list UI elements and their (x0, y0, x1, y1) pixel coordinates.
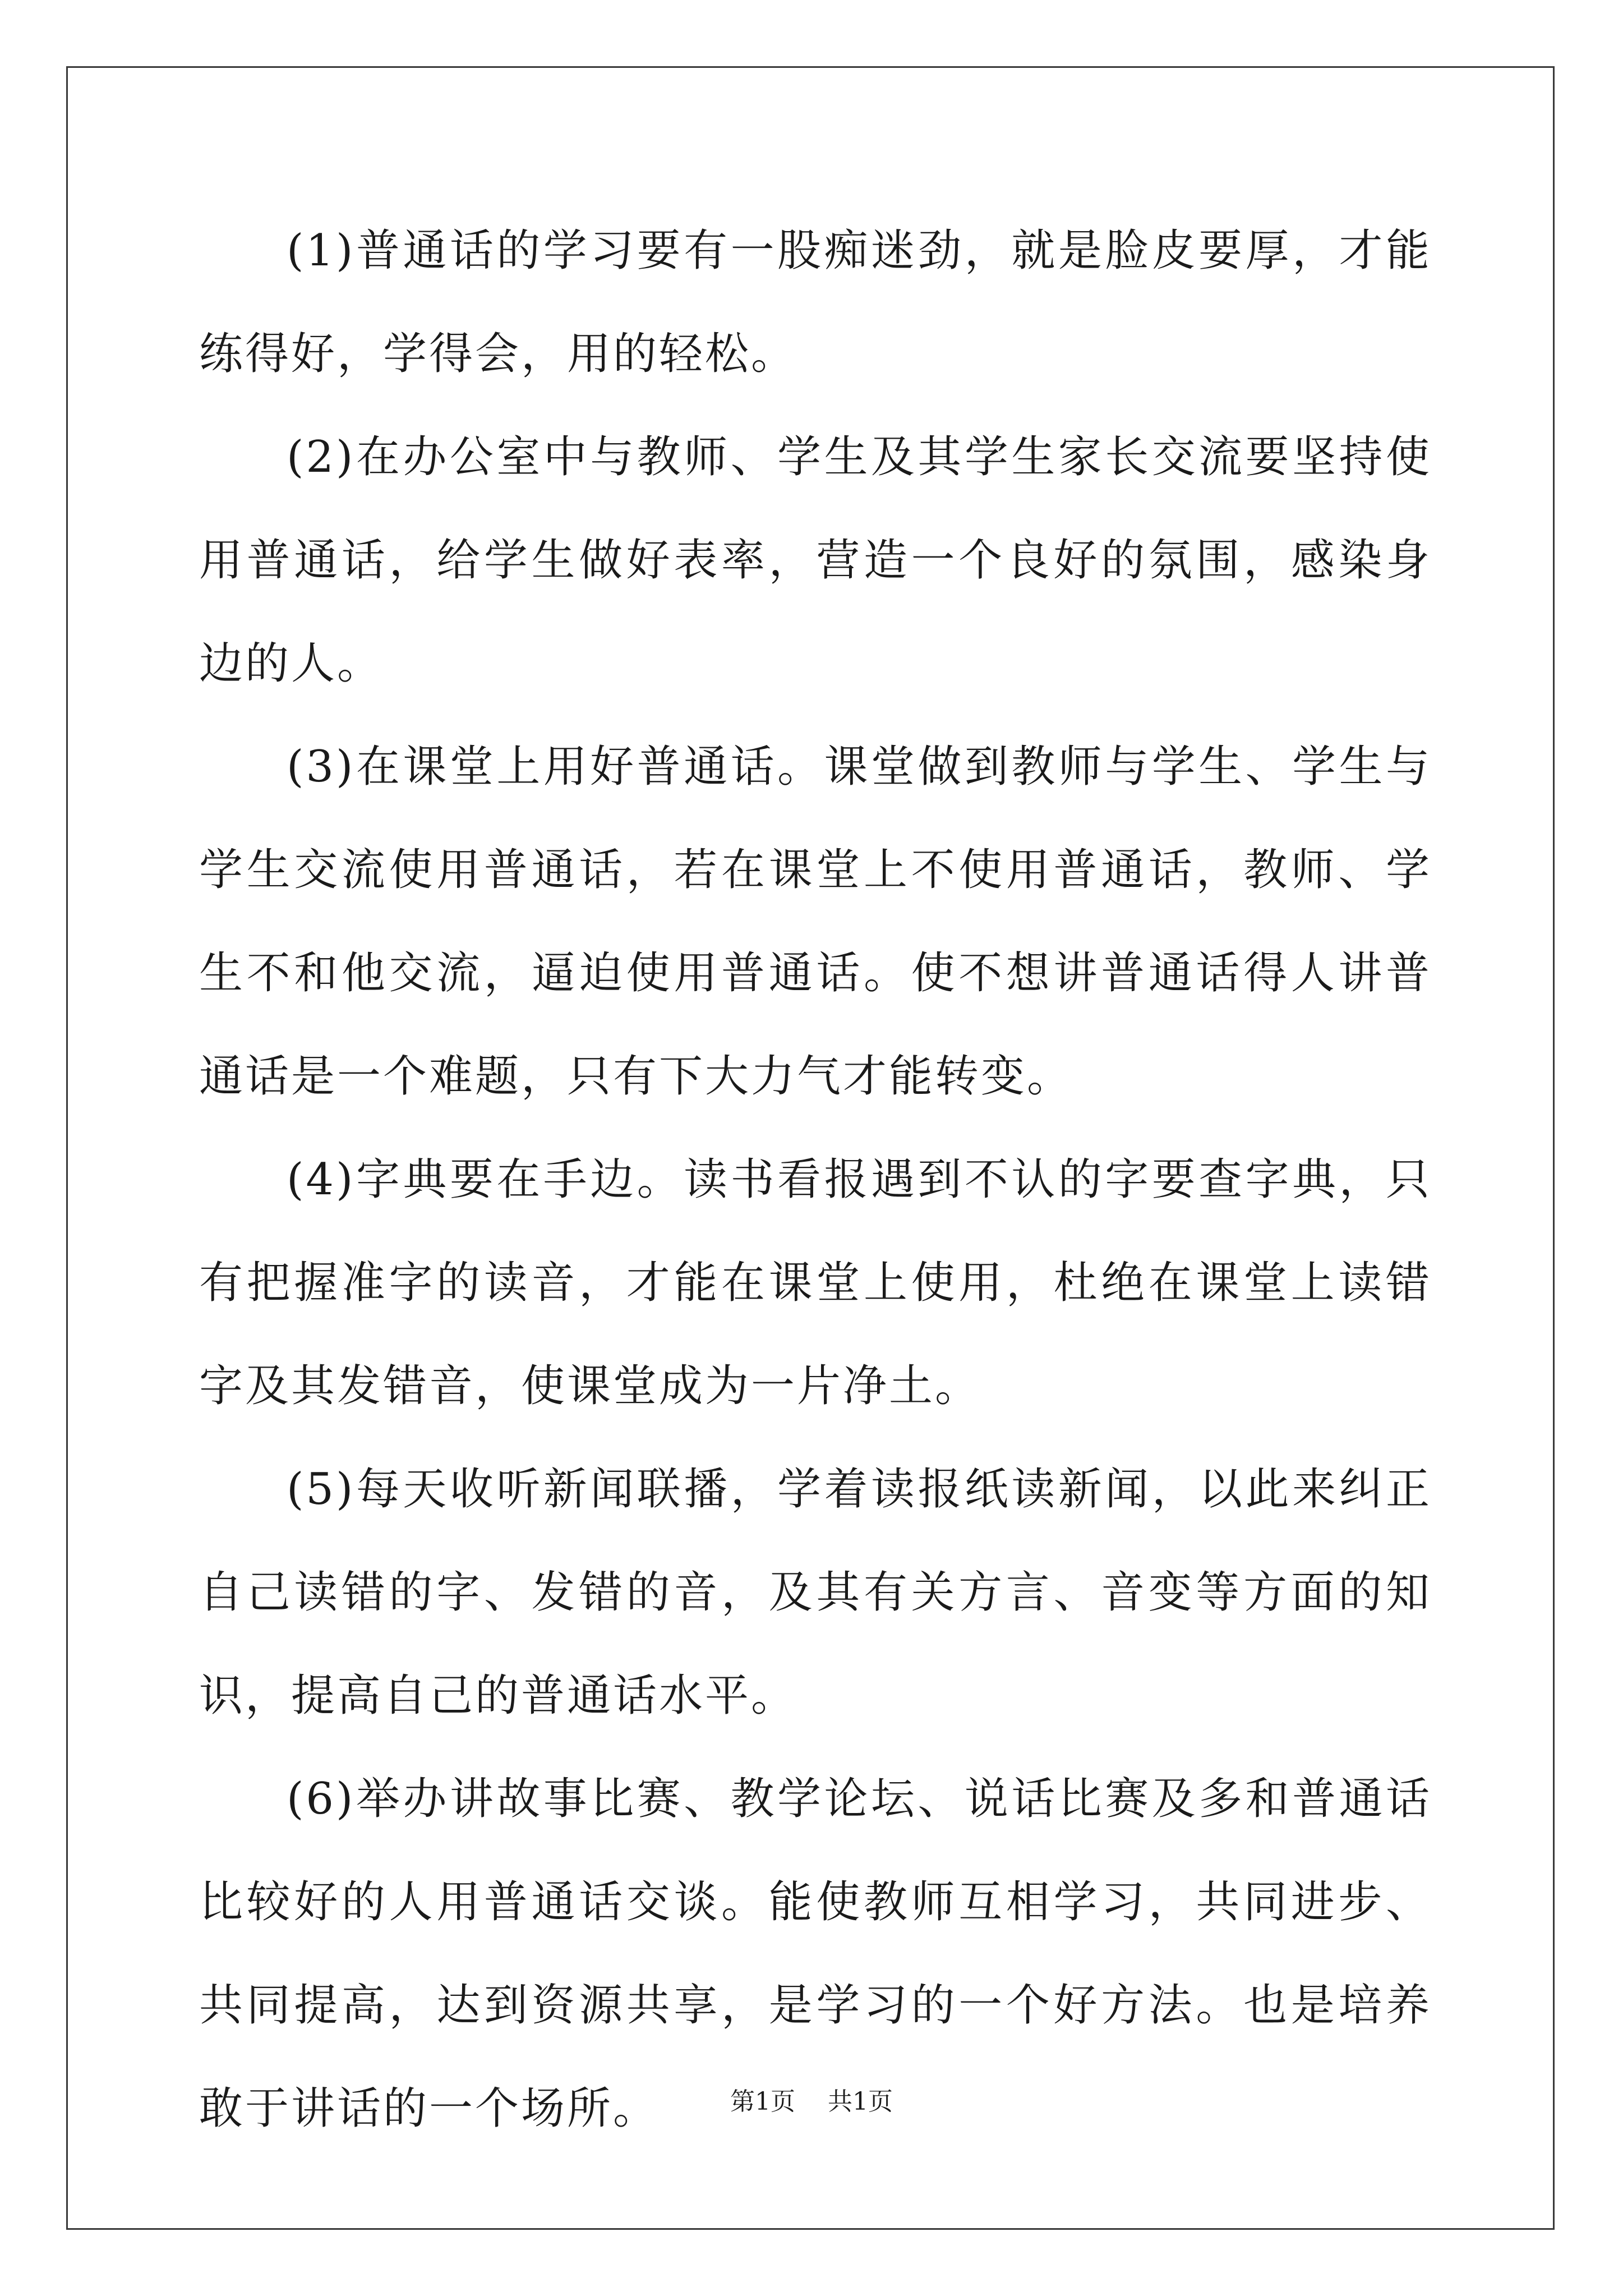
paragraph-6: (6)举办讲故事比赛、教学论坛、说话比赛及多和普通话比较好的人用普通话交谈。能使教师互相学习，共同进步、共同提高，达到资源共享，是学习的一个好方法。也是培养敢于讲话的一个场所。 (199, 1774, 1432, 2134)
paragraph-5: (5)每天收听新闻联播，学着读报纸读新闻，以此来纠正自己读错的字、发错的音，及其有关方言、音变等方面的知识，提高自己的普通话水平。 (199, 1464, 1432, 1721)
paragraph-1: (1)普通话的学习要有一股痴迷劲，就是脸皮要厚，才能练得好，学得会，用的轻松。 (199, 226, 1432, 379)
paragraph-4: (4)字典要在手边。读书看报遇到不认的字要查字典，只有把握准字的读音，才能在课堂上使用，杜绝在课堂上读错字及其发错音，使课堂成为一片净土。 (199, 1154, 1432, 1411)
page-number-total: 共1页 (828, 2087, 893, 2116)
paragraph-2: (2)在办公室中与教师、学生及其学生家长交流要坚持使用普通话，给学生做好表率，营造一个良好的氛围，感染身边的人。 (199, 432, 1432, 689)
page-number-current: 第1页 (730, 2087, 795, 2116)
page-footer (0, 2081, 1623, 2117)
document-body (199, 199, 1432, 2160)
paragraph-3: (3)在课堂上用好普通话。课堂做到教师与学生、学生与学生交流使用普通话，若在课堂上不使用普通话，教师、学生不和他交流，逼迫使用普通话。使不想讲普通话得人讲普通话是一个难题，只有下大力气才能转变。 (199, 742, 1432, 1102)
